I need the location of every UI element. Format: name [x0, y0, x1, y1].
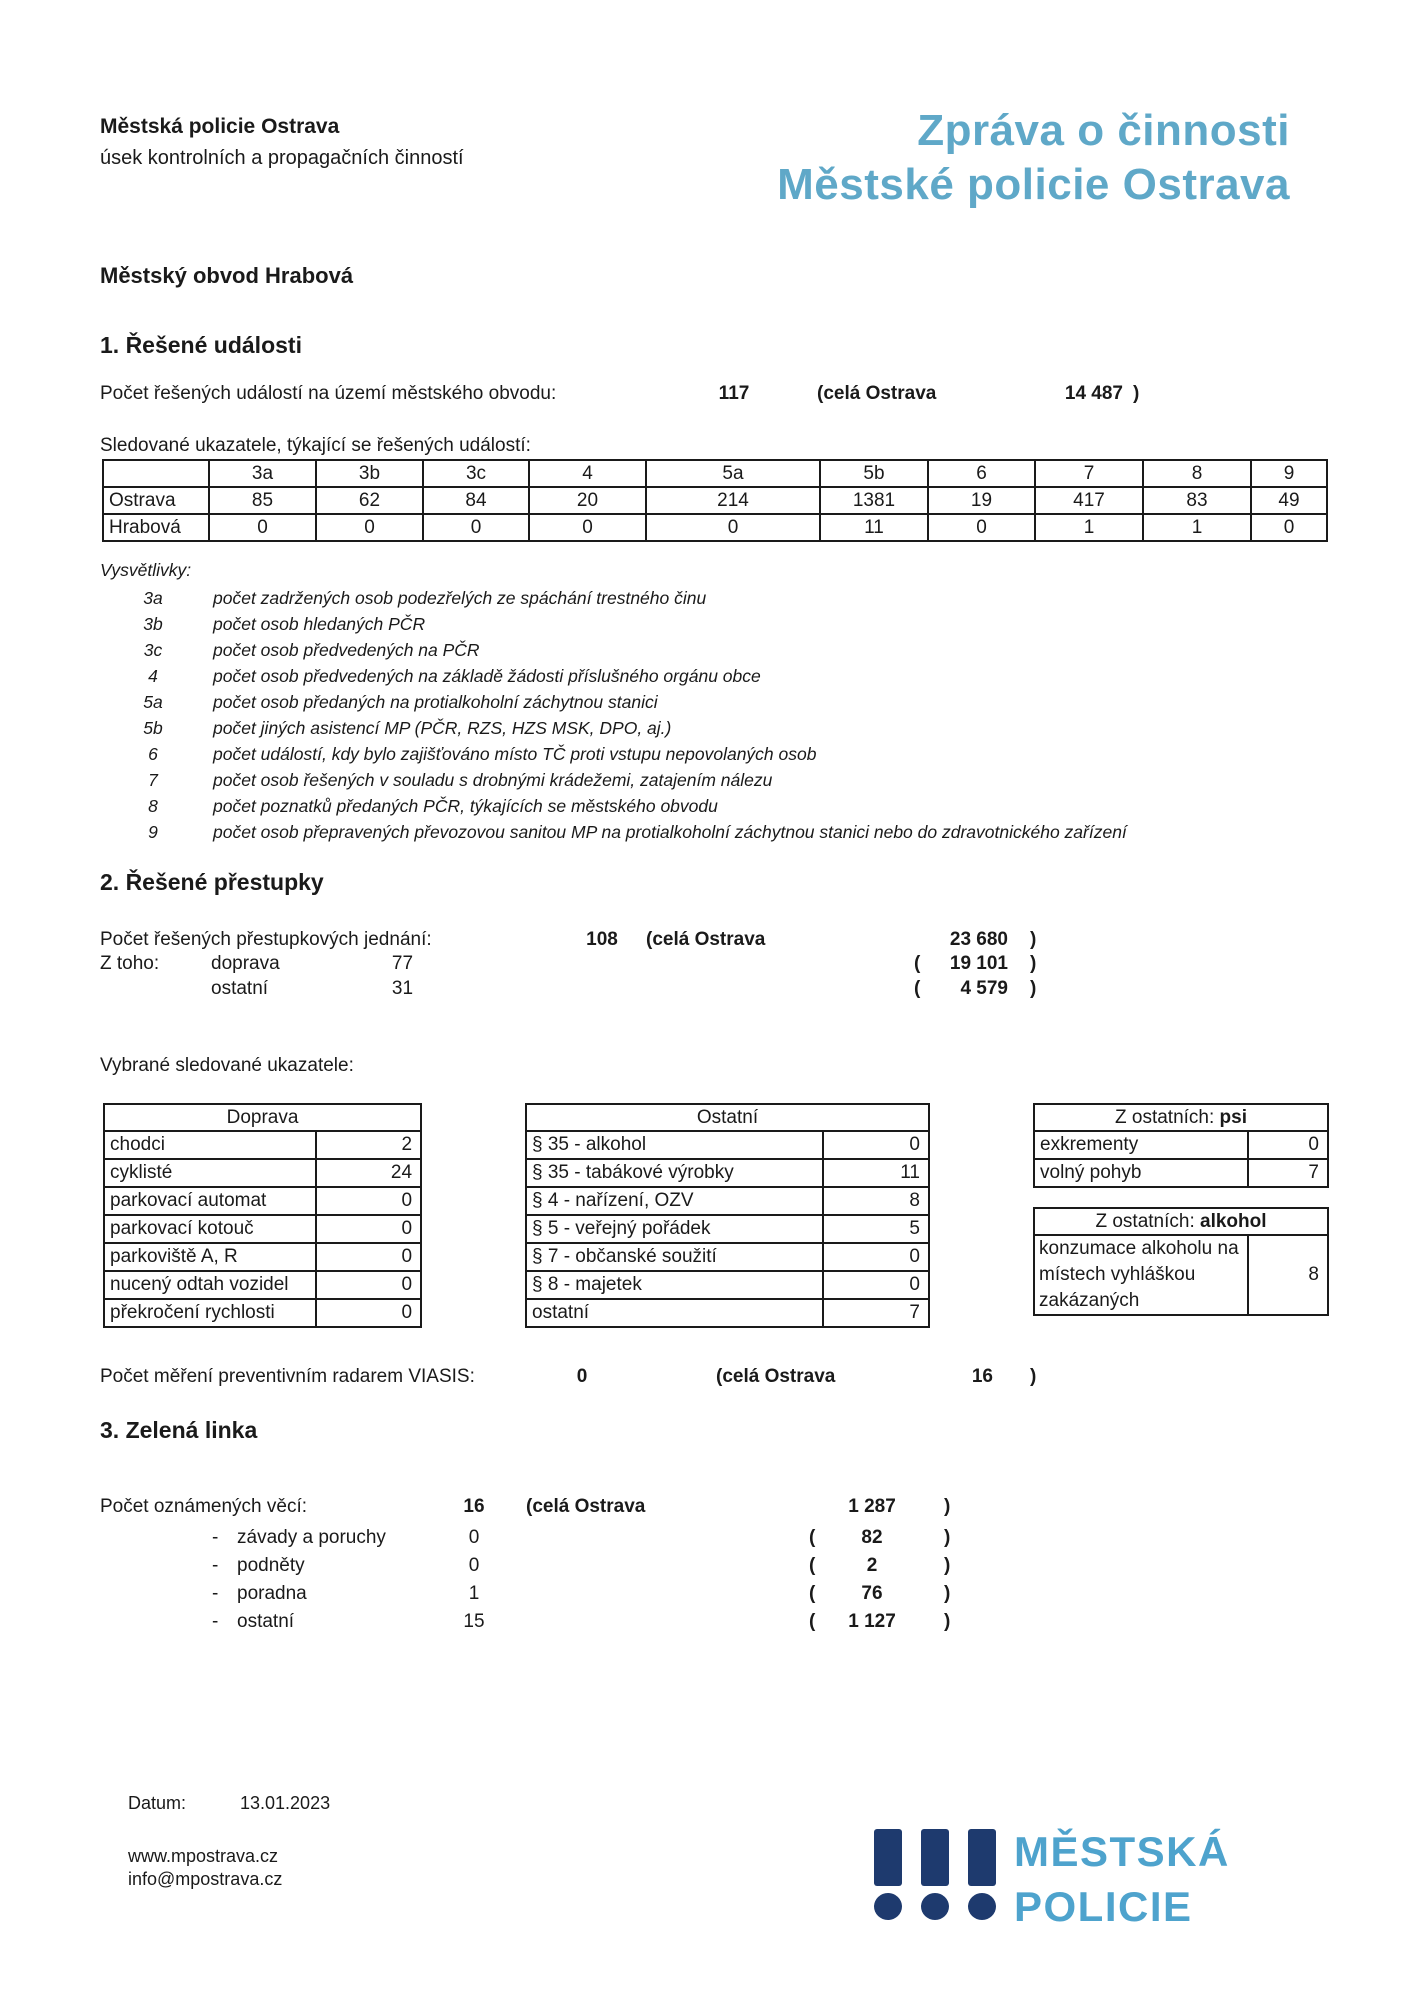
table-header-cell: 5b	[820, 460, 928, 487]
explanation-text: počet událostí, kdy bylo zajišťováno místo TČ proti vstupu nepovolaných osob	[213, 744, 817, 764]
table-cell: 84	[423, 487, 529, 514]
row-value: 0	[316, 1187, 421, 1215]
table-row-hrabova	[103, 514, 1327, 541]
alkohol-table-title	[1034, 1208, 1328, 1235]
paren-close: )	[944, 1496, 951, 1517]
explanation-code: 4	[148, 666, 158, 686]
row-value: 8	[823, 1187, 929, 1215]
row-label: cyklisté	[104, 1159, 316, 1187]
org-name: Městská policie Ostrava	[100, 115, 340, 138]
table-cell: 1	[1143, 514, 1251, 541]
events-paren-close: )	[1133, 383, 1140, 404]
section1-heading: 1. Řešené události	[100, 332, 302, 358]
table-cell: 0	[1251, 514, 1327, 541]
alkohol-title-prefix: Z ostatních:	[1095, 1210, 1201, 1232]
paren-close: )	[944, 1555, 951, 1576]
paren-close: )	[944, 1583, 951, 1604]
table-header-cell: 6	[928, 460, 1035, 487]
date-value: 13.01.2023	[240, 1793, 331, 1813]
table-header-cell	[103, 460, 209, 487]
table-cell: 0	[423, 514, 529, 541]
events-indicators-table	[102, 459, 1328, 542]
breakdown-item-label: ostatní	[211, 978, 269, 999]
psi-title-bold: psi	[1219, 1106, 1247, 1128]
table-header-row	[526, 1104, 929, 1131]
explanation-text: počet osob předvedených na PČR	[213, 640, 480, 660]
green-line-item-label: závady a poruchy	[237, 1527, 386, 1548]
table-cell: 11	[820, 514, 928, 541]
table-row	[526, 1131, 929, 1159]
doprava-table	[103, 1103, 422, 1328]
table-header-cell: 3a	[209, 460, 316, 487]
logo-dot	[968, 1893, 996, 1920]
table-header-row	[1034, 1104, 1328, 1131]
row-value: 11	[823, 1159, 929, 1187]
explanation-text: počet osob přepravených převozovou sanitou MP na protialkoholní záchytnou stanici nebo do zdravotnického zařízení	[213, 822, 1127, 842]
row-value: 5	[823, 1215, 929, 1243]
table-cell: 0	[646, 514, 820, 541]
table-row	[526, 1243, 929, 1271]
logo-wordmark	[1014, 1824, 1230, 1934]
paren-close: )	[944, 1527, 951, 1548]
table-row	[1034, 1131, 1328, 1159]
table-cell: 0	[928, 514, 1035, 541]
table-cell: 0	[316, 514, 423, 541]
ostatni-table-title: Ostatní	[526, 1104, 929, 1131]
events-count-label: Počet řešených událostí na území městského obvodu:	[100, 383, 557, 404]
offences-ostrava-value: 23 680	[949, 929, 1008, 950]
explanation-text: počet jiných asistencí MP (PČR, RZS, HZS MSK, DPO, aj.)	[213, 718, 672, 738]
row-value: 2	[316, 1131, 421, 1159]
breakdown-label: Z toho:	[100, 953, 160, 974]
events-ostrava-value: 14 487	[1064, 383, 1123, 404]
row-value: 0	[823, 1243, 929, 1271]
explanation-code: 8	[148, 796, 158, 816]
ostatni-table	[525, 1103, 930, 1328]
row-label: § 4 - nařízení, OZV	[526, 1187, 823, 1215]
explanation-text: počet osob předaných na protialkoholní záchytnou stanici	[213, 692, 658, 712]
list-dash: -	[212, 1555, 219, 1576]
section3-heading: 3. Zelená linka	[100, 1417, 258, 1443]
table-cell: 417	[1035, 487, 1143, 514]
table-cell: 20	[529, 487, 646, 514]
green-line-item-value: 1	[468, 1583, 480, 1604]
table-row	[526, 1187, 929, 1215]
explanation-text: počet osob předvedených na základě žádosti příslušného orgánu obce	[213, 666, 761, 686]
row-value: 7	[823, 1299, 929, 1327]
table-row	[104, 1299, 421, 1327]
green-line-item-ostrava-value: 76	[861, 1583, 883, 1604]
row-label: ostatní	[526, 1299, 823, 1327]
paren-close: )	[944, 1611, 951, 1632]
table-cell: 83	[1143, 487, 1251, 514]
row-value: 8	[1248, 1235, 1328, 1315]
green-line-item-value: 0	[468, 1527, 480, 1548]
org-department: úsek kontrolních a propagačních činností	[100, 147, 464, 169]
row-label: exkrementy	[1034, 1131, 1248, 1159]
radar-label: Počet měření preventivním radarem VIASIS:	[100, 1366, 475, 1387]
table-header-cell: 3c	[423, 460, 529, 487]
row-label: § 8 - majetek	[526, 1271, 823, 1299]
green-line-item-ostrava-value: 2	[866, 1555, 878, 1576]
explanation-text: počet poznatků předaných PČR, týkajících se městského obvodu	[213, 796, 718, 816]
row-label: konzumace alkoholu na místech vyhláškou zakázaných	[1034, 1235, 1248, 1315]
table-header-cell: 9	[1251, 460, 1327, 487]
explanation-code: 6	[148, 744, 158, 764]
offences-ostrava-paren-label: (celá Ostrava	[646, 929, 766, 950]
row-label: § 7 - občanské soužití	[526, 1243, 823, 1271]
paren-open: (	[809, 1555, 816, 1576]
reports-ostrava-paren-label: (celá Ostrava	[526, 1496, 646, 1517]
table-cell: 1	[1035, 514, 1143, 541]
explanation-code: 3b	[143, 614, 163, 634]
logo-dot	[921, 1893, 949, 1920]
row-label: překročení rychlosti	[104, 1299, 316, 1327]
radar-ostrava-paren-label: (celá Ostrava	[716, 1366, 836, 1387]
breakdown-item-ostrava-value: 4 579	[960, 978, 1008, 999]
psi-table-title	[1034, 1104, 1328, 1131]
explanation-text: počet zadržených osob podezřelých ze spáchání trestného činu	[213, 588, 707, 608]
row-label: parkoviště A, R	[104, 1243, 316, 1271]
table-row	[104, 1271, 421, 1299]
explanation-text: počet osob řešených v souladu s drobnými krádežemi, zatajením nálezu	[213, 770, 773, 790]
paren-open: (	[809, 1583, 816, 1604]
row-label: § 35 - tabákové výrobky	[526, 1159, 823, 1187]
table-row	[104, 1243, 421, 1271]
logo-bar	[874, 1829, 902, 1886]
table-row	[526, 1271, 929, 1299]
document-title-line1: Zpráva o činnosti	[917, 106, 1290, 155]
document-title	[777, 104, 1290, 212]
offences-paren-close: )	[1030, 929, 1037, 950]
psi-title-prefix: Z ostatních:	[1115, 1106, 1220, 1128]
explanations-title: Vysvětlivky:	[100, 560, 192, 580]
table-cell: 62	[316, 487, 423, 514]
table-row	[526, 1159, 929, 1187]
paren-open: (	[914, 953, 921, 974]
breakdown-item-ostrava-value: 19 101	[949, 953, 1008, 974]
district-title: Městský obvod Hrabová	[100, 263, 354, 288]
green-line-item-label: podněty	[237, 1555, 305, 1576]
table-cell: 19	[928, 487, 1035, 514]
row-value: 0	[823, 1271, 929, 1299]
table-cell: 214	[646, 487, 820, 514]
row-value: 0	[316, 1271, 421, 1299]
explanation-text: počet osob hledaných PČR	[213, 614, 426, 634]
explanation-code: 3a	[143, 588, 163, 608]
table-cell: 85	[209, 487, 316, 514]
row-value: 24	[316, 1159, 421, 1187]
explanation-code: 5a	[143, 692, 163, 712]
list-dash: -	[212, 1583, 219, 1604]
alkohol-title-bold: alkohol	[1200, 1210, 1267, 1232]
table-row	[526, 1299, 929, 1327]
table-header-row	[104, 1104, 421, 1131]
row-value: 0	[1248, 1131, 1328, 1159]
radar-value: 0	[576, 1366, 588, 1387]
table-header-cell: 4	[529, 460, 646, 487]
logo-bar	[921, 1829, 949, 1886]
breakdown-item-label: doprava	[211, 953, 280, 974]
paren-close: )	[1030, 978, 1037, 999]
offences-count-label: Počet řešených přestupkových jednání:	[100, 929, 432, 950]
document-title-line2: Městské policie Ostrava	[777, 160, 1290, 209]
logo-dot	[874, 1893, 902, 1920]
table-row	[1034, 1235, 1328, 1315]
table-cell: 49	[1251, 487, 1327, 514]
table-header-cell: 5a	[646, 460, 820, 487]
row-label: chodci	[104, 1131, 316, 1159]
table-header-cell: 8	[1143, 460, 1251, 487]
row-value: 0	[316, 1215, 421, 1243]
events-count-value: 117	[718, 383, 750, 404]
list-dash: -	[212, 1527, 219, 1548]
table-header-row	[103, 460, 1327, 487]
row-value: 0	[823, 1131, 929, 1159]
breakdown-item-value: 31	[391, 978, 414, 999]
green-line-item-label: poradna	[237, 1583, 307, 1604]
logo-line2: POLICIE	[1014, 1883, 1193, 1930]
row-label: § 35 - alkohol	[526, 1131, 823, 1159]
green-line-item-label: ostatní	[237, 1611, 295, 1632]
alkohol-table	[1033, 1207, 1329, 1316]
table-row	[104, 1131, 421, 1159]
paren-close: )	[1030, 1366, 1037, 1387]
paren-open: (	[809, 1611, 816, 1632]
table-cell: 1381	[820, 487, 928, 514]
table-header-row	[1034, 1208, 1328, 1235]
email-text: info@mpostrava.cz	[128, 1869, 283, 1889]
table-cell: 0	[529, 514, 646, 541]
breakdown-item-value: 77	[391, 953, 414, 974]
table-row	[104, 1187, 421, 1215]
row-label: Hrabová	[103, 514, 209, 541]
green-line-item-ostrava-value: 1 127	[848, 1611, 896, 1632]
doprava-table-title: Doprava	[104, 1104, 421, 1131]
row-value: 7	[1248, 1159, 1328, 1187]
table-header-cell: 3b	[316, 460, 423, 487]
table-row	[526, 1215, 929, 1243]
row-label: § 5 - veřejný pořádek	[526, 1215, 823, 1243]
paren-open: (	[914, 978, 921, 999]
row-value: 0	[316, 1243, 421, 1271]
row-label: nucený odtah vozidel	[104, 1271, 316, 1299]
logo-bar	[968, 1829, 996, 1886]
row-label: volný pohyb	[1034, 1159, 1248, 1187]
table-cell: 0	[209, 514, 316, 541]
explanation-code: 7	[148, 770, 158, 790]
logo-line1: MĚSTSKÁ	[1014, 1828, 1230, 1875]
date-label: Datum:	[128, 1793, 187, 1813]
table-header-cell: 7	[1035, 460, 1143, 487]
green-line-item-ostrava-value: 82	[861, 1527, 883, 1548]
explanation-code: 3c	[143, 640, 163, 660]
psi-table	[1033, 1103, 1329, 1188]
row-label: parkovací automat	[104, 1187, 316, 1215]
website-text: www.mpostrava.cz	[128, 1846, 279, 1866]
events-table-intro: Sledované ukazatele, týkající se řešených událostí:	[100, 435, 531, 456]
paren-close: )	[1030, 953, 1037, 974]
offences-count-value: 108	[586, 929, 618, 950]
reports-count-value: 16	[463, 1496, 485, 1517]
radar-ostrava-value: 16	[971, 1366, 993, 1387]
events-ostrava-paren-label: (celá Ostrava	[817, 383, 937, 404]
paren-open: (	[809, 1527, 816, 1548]
table-row	[1034, 1159, 1328, 1187]
explanation-code: 5b	[143, 718, 163, 738]
row-value: 0	[316, 1299, 421, 1327]
indicators-title: Vybrané sledované ukazatele:	[100, 1055, 354, 1076]
explanation-code: 9	[148, 822, 158, 842]
reports-count-label: Počet oznámených věcí:	[100, 1496, 307, 1517]
table-row	[104, 1159, 421, 1187]
row-label: Ostrava	[103, 487, 209, 514]
table-row-ostrava	[103, 487, 1327, 514]
list-dash: -	[212, 1611, 219, 1632]
green-line-item-value: 0	[468, 1555, 480, 1576]
table-row	[104, 1215, 421, 1243]
green-line-item-value: 15	[463, 1611, 485, 1632]
section2-heading: 2. Řešené přestupky	[100, 869, 324, 895]
row-label: parkovací kotouč	[104, 1215, 316, 1243]
reports-ostrava-value: 1 287	[848, 1496, 896, 1517]
